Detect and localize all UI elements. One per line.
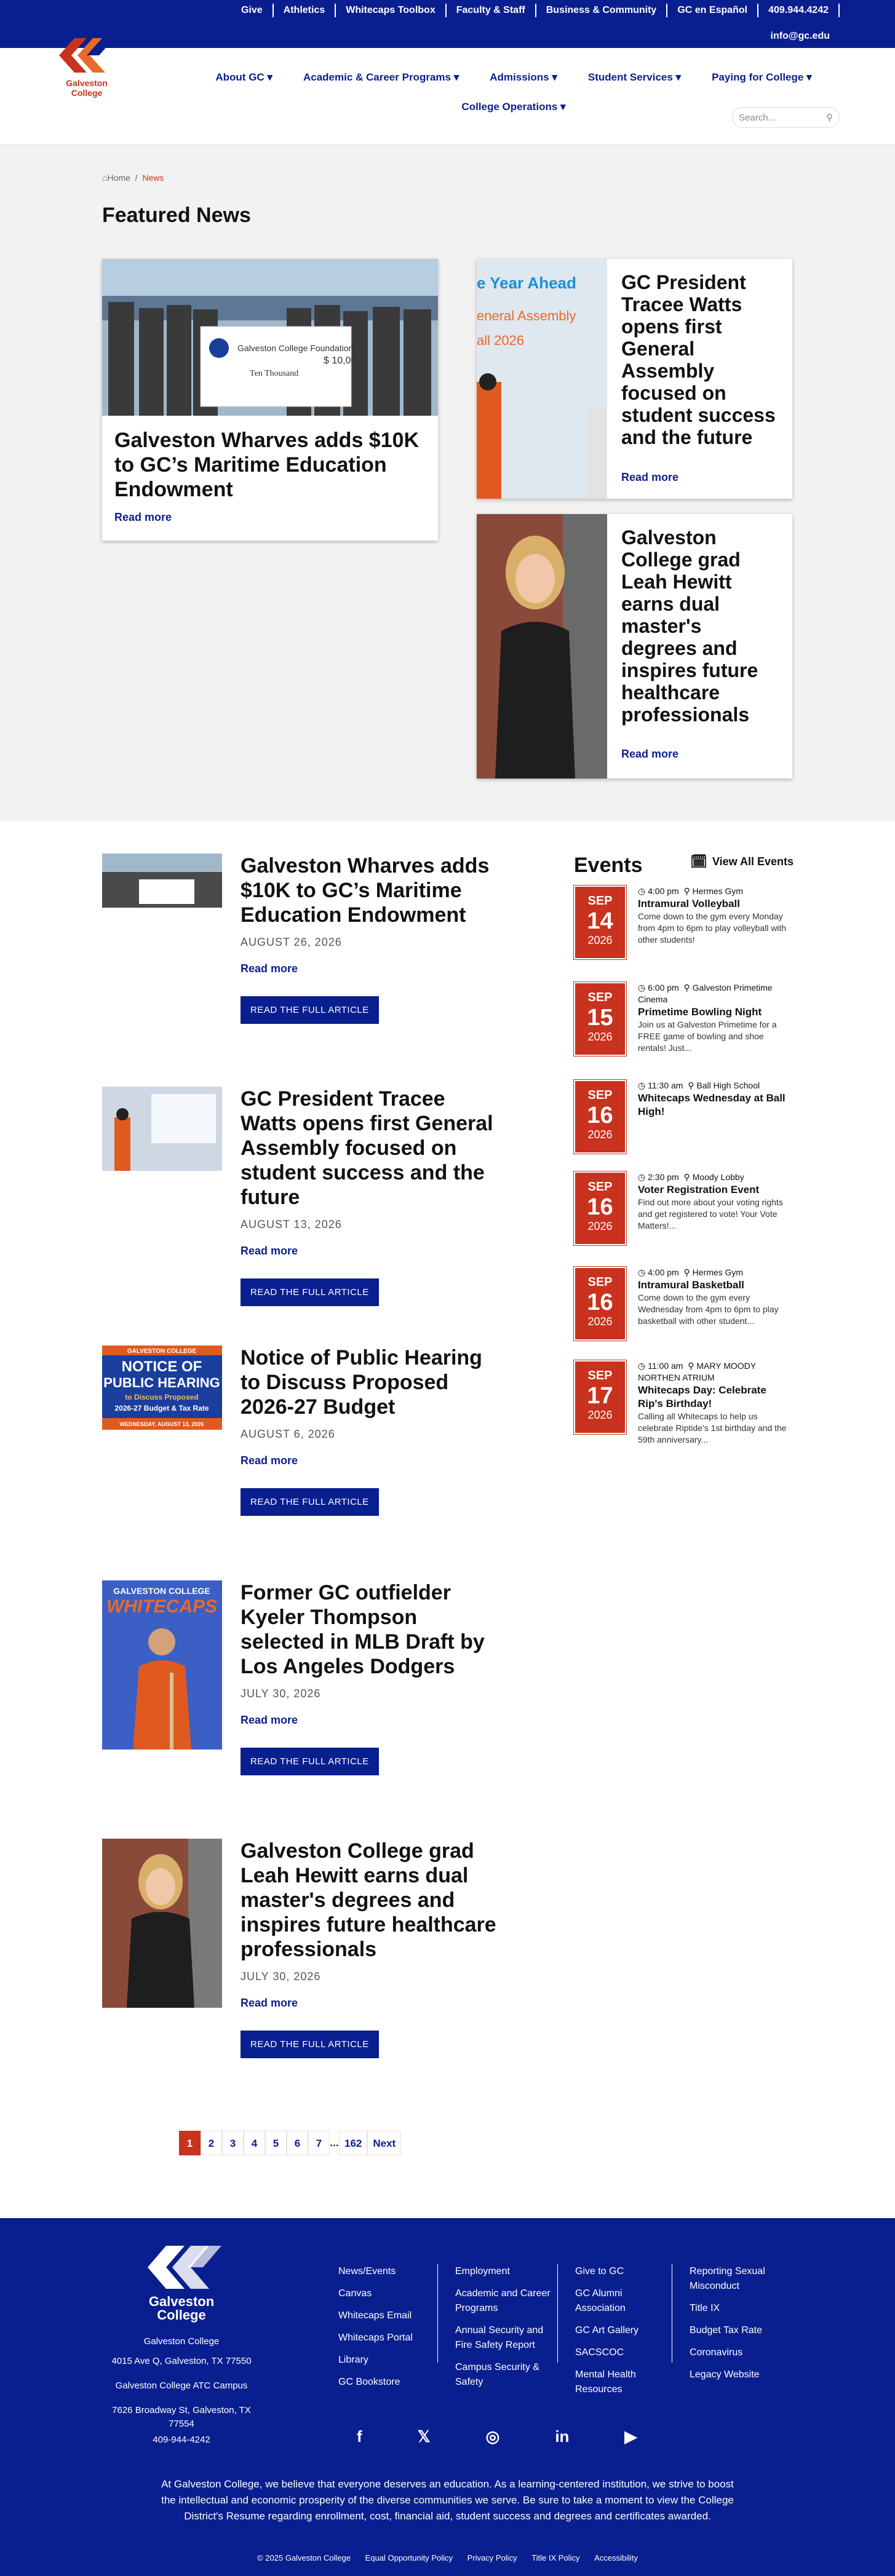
- footer-link[interactable]: Title IX Policy: [531, 2553, 580, 2562]
- footer-link[interactable]: SACSCOC: [575, 2347, 624, 2358]
- event-meta: ◷ 11:00 am ⚲ MARY MOODY NORTHEN ATRIUM: [638, 1361, 756, 1382]
- svg-text:PUBLIC HEARING: PUBLIC HEARING: [103, 1375, 220, 1390]
- footer-link[interactable]: Give to GC: [575, 2266, 624, 2277]
- event-day: 14: [587, 908, 613, 934]
- event-meta: ◷ 4:00 pm ⚲ Hermes Gym: [638, 886, 744, 896]
- social-links: [357, 2427, 637, 2446]
- wharves-photo: [102, 259, 438, 416]
- featured-section: [0, 145, 895, 822]
- leah-hewitt-photo: [477, 514, 607, 779]
- page-6[interactable]: 6: [287, 2131, 308, 2155]
- svg-text:WHITECAPS: WHITECAPS: [106, 1596, 217, 1617]
- news-title[interactable]: Galveston Wharves adds $10K to GC’s Maritime Education Endowment: [241, 854, 490, 927]
- read-full-article-button[interactable]: READ THE FULL ARTICLE: [241, 1488, 379, 1516]
- event-description: Come down to the gym every Monday from 4pm to 6pm to play volleyball with other students!: [638, 911, 787, 945]
- event-title[interactable]: Whitecaps Wednesday at Ball High!: [638, 1092, 786, 1117]
- featured-card-2-title[interactable]: GC President Tracee Watts opens first General Assembly focused on student success and the future: [621, 271, 776, 448]
- utility-bar: [0, 0, 895, 48]
- footer-col-2: [437, 2264, 554, 2387]
- util-link-espanol[interactable]: GC en Español: [667, 4, 758, 17]
- general-assembly-photo: [477, 259, 607, 499]
- featured-card-1-title[interactable]: Galveston Wharves adds $10K to GC’s Maritime Education Endowment: [114, 429, 420, 501]
- event-description: Come down to the gym every Wednesday from 4pm to 6pm to play basketball with other student...: [638, 1293, 779, 1326]
- svg-text:2026-27 Budget & Tax Rate: 2026-27 Budget & Tax Rate: [114, 1404, 209, 1413]
- news-thumb-wharves[interactable]: [102, 854, 222, 908]
- nav-operations[interactable]: College Operations ▾: [461, 101, 566, 113]
- footer: [0, 2218, 895, 2576]
- footer-link[interactable]: Whitecaps Portal: [338, 2332, 413, 2343]
- news-date: AUGUST 13, 2026: [241, 1218, 342, 1231]
- facebook-icon[interactable]: f: [357, 2427, 362, 2446]
- pagination: [179, 2131, 401, 2155]
- event-year: 2026: [587, 1220, 613, 1232]
- footer-bottom-links: [0, 2553, 895, 2562]
- events-title: Events: [574, 854, 643, 877]
- event-day: 16: [587, 1290, 613, 1315]
- event-description: Find out more about your voting rights and get registered to vote! Your Vote Matters!...: [638, 1197, 783, 1231]
- event-month: SEP: [587, 991, 613, 1004]
- event-day: 17: [587, 1383, 613, 1409]
- utility-links: [225, 4, 840, 43]
- footer-link[interactable]: Coronavirus: [690, 2347, 743, 2358]
- news-thumb-public-hearing[interactable]: [102, 1345, 222, 1430]
- event-meta: ◷ 4:00 pm ⚲ Hermes Gym: [638, 1267, 744, 1277]
- instagram-icon[interactable]: ◎: [485, 2427, 500, 2446]
- svg-text:GALVESTON COLLEGE: GALVESTON COLLEGE: [113, 1586, 210, 1596]
- event-title[interactable]: Whitecaps Day: Celebrate Rip's Birthday!: [638, 1384, 766, 1409]
- event-year: 2026: [587, 934, 613, 946]
- footer-link[interactable]: News/Events: [338, 2266, 396, 2277]
- page-7[interactable]: 7: [308, 2131, 330, 2155]
- news-readmore[interactable]: Read more: [241, 1454, 298, 1467]
- svg-text:Ten Thousand: Ten Thousand: [250, 369, 299, 378]
- footer-col-3: [557, 2264, 656, 2395]
- clock-icon: ◷: [638, 1080, 646, 1090]
- footer-link[interactable]: GC Art Gallery: [575, 2325, 639, 2336]
- event-date-badge: [574, 886, 626, 959]
- location-pin-icon: ⚲: [688, 1361, 694, 1371]
- news-thumb-leah-hewitt[interactable]: [102, 1839, 222, 2008]
- footer-link[interactable]: Mental Health Resources: [575, 2369, 636, 2395]
- event-month: SEP: [587, 1180, 613, 1194]
- breadcrumb-home[interactable]: Home: [107, 173, 130, 183]
- college-logo[interactable]: [53, 31, 121, 105]
- news-thumb-kyeler-thompson[interactable]: [102, 1580, 222, 1750]
- footer-link[interactable]: GC Bookstore: [338, 2377, 400, 2387]
- footer-link[interactable]: Whitecaps Email: [338, 2310, 412, 2321]
- event-day: 16: [587, 1103, 613, 1128]
- calendar-icon: 🗓: [690, 854, 707, 869]
- footer-address: Galveston College 4015 Ave Q, Galveston, TX 77550 Galveston College ATC Campus 7626 Broadway St, Galveston, TX 77554 409-944-4242: [111, 2336, 252, 2445]
- featured-card-3-readmore[interactable]: Read more: [621, 748, 679, 760]
- page-4[interactable]: 4: [244, 2131, 265, 2155]
- event-month: SEP: [587, 1088, 613, 1102]
- nav-paying[interactable]: Paying for College ▾: [712, 71, 812, 83]
- page-next[interactable]: Next: [367, 2131, 401, 2155]
- event-year: 2026: [587, 1031, 613, 1043]
- util-link-athletics[interactable]: Athletics: [274, 4, 336, 17]
- event-year: 2026: [587, 1409, 613, 1421]
- svg-text:e Year Ahead: e Year Ahead: [477, 274, 576, 292]
- svg-text:WEDNESDAY, AUGUST 13, 2026: WEDNESDAY, AUGUST 13, 2026: [119, 1421, 204, 1427]
- event-title[interactable]: Intramural Basketball: [638, 1279, 744, 1291]
- nav-admissions[interactable]: Admissions ▾: [490, 71, 557, 83]
- footer-link[interactable]: Employment: [455, 2266, 510, 2277]
- nav-about[interactable]: About GC ▾: [215, 71, 272, 83]
- news-title[interactable]: Galveston College grad Leah Hewitt earns dual master's degrees and inspires future healthcare professionals: [241, 1839, 496, 1961]
- location-pin-icon: ⚲: [688, 1080, 694, 1090]
- event-month: SEP: [587, 1275, 613, 1289]
- event-meta: ◷ 6:00 pm ⚲ Galveston Primetime Cinema: [638, 983, 773, 1004]
- page-ellipsis: ...: [330, 2137, 339, 2149]
- location-pin-icon: ⚲: [683, 886, 690, 896]
- svg-text:Galveston College Foundation: Galveston College Foundation: [237, 343, 354, 353]
- page-5[interactable]: 5: [265, 2131, 287, 2155]
- breadcrumb: [102, 173, 164, 183]
- copyright: © 2025 Galveston College: [257, 2553, 351, 2562]
- breadcrumb-current: News: [142, 173, 164, 183]
- svg-text:College: College: [71, 88, 103, 98]
- event-date-badge: [574, 1171, 626, 1245]
- event-date-badge: [574, 982, 626, 1056]
- main-nav: [0, 48, 895, 145]
- nav-student-services[interactable]: Student Services ▾: [587, 71, 682, 83]
- event-meta: ◷ 11:30 am ⚲ Ball High School: [638, 1080, 760, 1090]
- location-pin-icon: ⚲: [683, 983, 690, 993]
- event-day: 15: [587, 1005, 613, 1031]
- news-readmore[interactable]: Read more: [241, 1997, 298, 2009]
- event-meta: ◷ 2:30 pm ⚲ Moody Lobby: [638, 1172, 744, 1182]
- news-title[interactable]: GC President Tracee Watts opens first General Assembly focused on student success and the future: [241, 1087, 493, 1209]
- news-readmore[interactable]: Read more: [241, 1714, 298, 1726]
- util-link-email[interactable]: info@gc.edu: [770, 31, 830, 41]
- event-month: SEP: [587, 1369, 613, 1382]
- footer-logo[interactable]: Galveston College: [117, 2243, 246, 2322]
- home-icon: ⌂: [102, 173, 108, 183]
- svg-text:NOTICE OF: NOTICE OF: [121, 1358, 202, 1375]
- featured-card-2-readmore[interactable]: Read more: [621, 471, 679, 483]
- util-link-faculty[interactable]: Faculty & Staff: [447, 4, 536, 17]
- svg-text:Galveston: Galveston: [66, 78, 108, 88]
- svg-text:to Discuss Proposed: to Discuss Proposed: [125, 1393, 199, 1401]
- news-readmore[interactable]: Read more: [241, 1245, 298, 1257]
- footer-link[interactable]: Title IX: [690, 2303, 720, 2313]
- event-date-badge: [574, 1267, 626, 1341]
- clock-icon: ◷: [638, 1172, 646, 1182]
- clock-icon: ◷: [638, 983, 646, 993]
- event-description: Calling all Whitecaps to help us celebrate Riptide's 1st birthday and the 59th anniversary...: [638, 1411, 787, 1445]
- news-readmore[interactable]: Read more: [241, 962, 298, 975]
- svg-text:eneral Assembly: eneral Assembly: [477, 308, 576, 323]
- svg-text:GALVESTON COLLEGE: GALVESTON COLLEGE: [127, 1348, 197, 1355]
- featured-card-3-title[interactable]: Galveston College grad Leah Hewitt earns dual master's degrees and inspires future healthcare professionals: [621, 526, 758, 726]
- event-year: 2026: [587, 1315, 613, 1328]
- news-title[interactable]: Former GC outfielder Kyeler Thompson selected in MLB Draft by Los Angeles Dodgers: [241, 1581, 485, 1678]
- location-pin-icon: ⚲: [683, 1267, 690, 1277]
- event-year: 2026: [587, 1128, 613, 1141]
- location-pin-icon: ⚲: [683, 1172, 690, 1182]
- event-description: Join us at Galveston Primetime for a FREE game of bowling and shoe rentals! Just...: [638, 1020, 777, 1053]
- event-day: 16: [587, 1194, 613, 1220]
- news-date: JULY 30, 2026: [241, 1687, 321, 1700]
- breadcrumb-sep: /: [135, 173, 138, 183]
- svg-text:all 2026: all 2026: [477, 333, 525, 348]
- event-date-badge: [574, 1360, 626, 1434]
- footer-link[interactable]: Campus Security & Safety: [455, 2362, 539, 2387]
- mission-statement: At Galveston College, we believe that everyone deserves an education. As a learning-centered institution, we strive to boost the intellectual and economic prosperity of the diverse communities we serve. Be sure to take a moment to view the College District's Resume regarding enrollment, cost, financial aid, student success and degrees and certificates awarded.: [161, 2478, 734, 2522]
- event-title[interactable]: Intramural Volleyball: [638, 898, 740, 910]
- footer-link[interactable]: Privacy Policy: [467, 2553, 517, 2562]
- read-full-article-button[interactable]: READ THE FULL ARTICLE: [241, 996, 379, 1024]
- read-full-article-button[interactable]: READ THE FULL ARTICLE: [241, 1278, 379, 1306]
- news-thumb-assembly[interactable]: [102, 1087, 222, 1171]
- read-full-article-button[interactable]: READ THE FULL ARTICLE: [241, 2031, 379, 2058]
- featured-card-2[interactable]: [477, 259, 792, 499]
- search-input[interactable]: Search... ⚲: [732, 107, 840, 128]
- footer-link[interactable]: Canvas: [338, 2288, 372, 2299]
- event-title[interactable]: Voter Registration Event: [638, 1184, 760, 1195]
- clock-icon: ◷: [638, 886, 646, 896]
- util-link-phone[interactable]: 409.944.4242: [758, 4, 840, 17]
- page-2[interactable]: 2: [201, 2131, 222, 2155]
- footer-link[interactable]: Reporting Sexual Misconduct: [690, 2266, 765, 2291]
- footer-link[interactable]: GC Alumni Association: [575, 2288, 626, 2313]
- footer-link[interactable]: Annual Security and Fire Safety Report: [455, 2325, 544, 2350]
- event-month: SEP: [587, 894, 613, 908]
- util-link-give[interactable]: Give: [231, 4, 274, 17]
- page-1[interactable]: 1: [179, 2131, 201, 2155]
- footer-link[interactable]: Equal Opportunity Policy: [365, 2553, 453, 2562]
- clock-icon: ◷: [638, 1267, 646, 1277]
- util-link-business[interactable]: Business & Community: [536, 4, 668, 17]
- search-icon[interactable]: ⚲: [826, 113, 833, 123]
- news-date: JULY 30, 2026: [241, 1970, 321, 1983]
- footer-col-4: [672, 2264, 782, 2380]
- footer-link[interactable]: Budget Tax Rate: [690, 2325, 763, 2336]
- featured-title: Featured News: [102, 204, 251, 227]
- x-twitter-icon[interactable]: 𝕏: [417, 2427, 431, 2446]
- linkedin-icon[interactable]: in: [555, 2427, 570, 2446]
- news-date: AUGUST 26, 2026: [241, 936, 342, 948]
- page-3[interactable]: 3: [222, 2131, 244, 2155]
- featured-card-3[interactable]: [477, 514, 792, 779]
- featured-card-1-readmore[interactable]: Read more: [114, 511, 172, 523]
- news-date: AUGUST 6, 2026: [241, 1428, 335, 1440]
- footer-col-1: [338, 2264, 424, 2397]
- featured-card-1[interactable]: [102, 259, 438, 541]
- event-title[interactable]: Primetime Bowling Night: [638, 1006, 762, 1018]
- read-full-article-button[interactable]: READ THE FULL ARTICLE: [241, 1748, 379, 1775]
- clock-icon: ◷: [638, 1361, 646, 1371]
- view-all-events-link[interactable]: 🗓 View All Events: [690, 854, 794, 869]
- event-date-badge: [574, 1080, 626, 1154]
- youtube-icon[interactable]: ▶: [624, 2427, 637, 2446]
- util-link-toolbox[interactable]: Whitecaps Toolbox: [336, 4, 446, 17]
- footer-link[interactable]: Legacy Website: [690, 2369, 760, 2380]
- news-title[interactable]: Notice of Public Hearing to Discuss Proposed 2026-27 Budget: [241, 1346, 482, 1419]
- page-162[interactable]: 162: [339, 2131, 367, 2155]
- nav-academic[interactable]: Academic & Career Programs ▾: [303, 71, 459, 83]
- footer-link[interactable]: Library: [338, 2355, 368, 2365]
- footer-link[interactable]: Academic and Career Programs: [455, 2288, 551, 2313]
- svg-text:$ 10,000: $ 10,000: [324, 355, 362, 366]
- footer-link[interactable]: Accessibility: [594, 2553, 638, 2562]
